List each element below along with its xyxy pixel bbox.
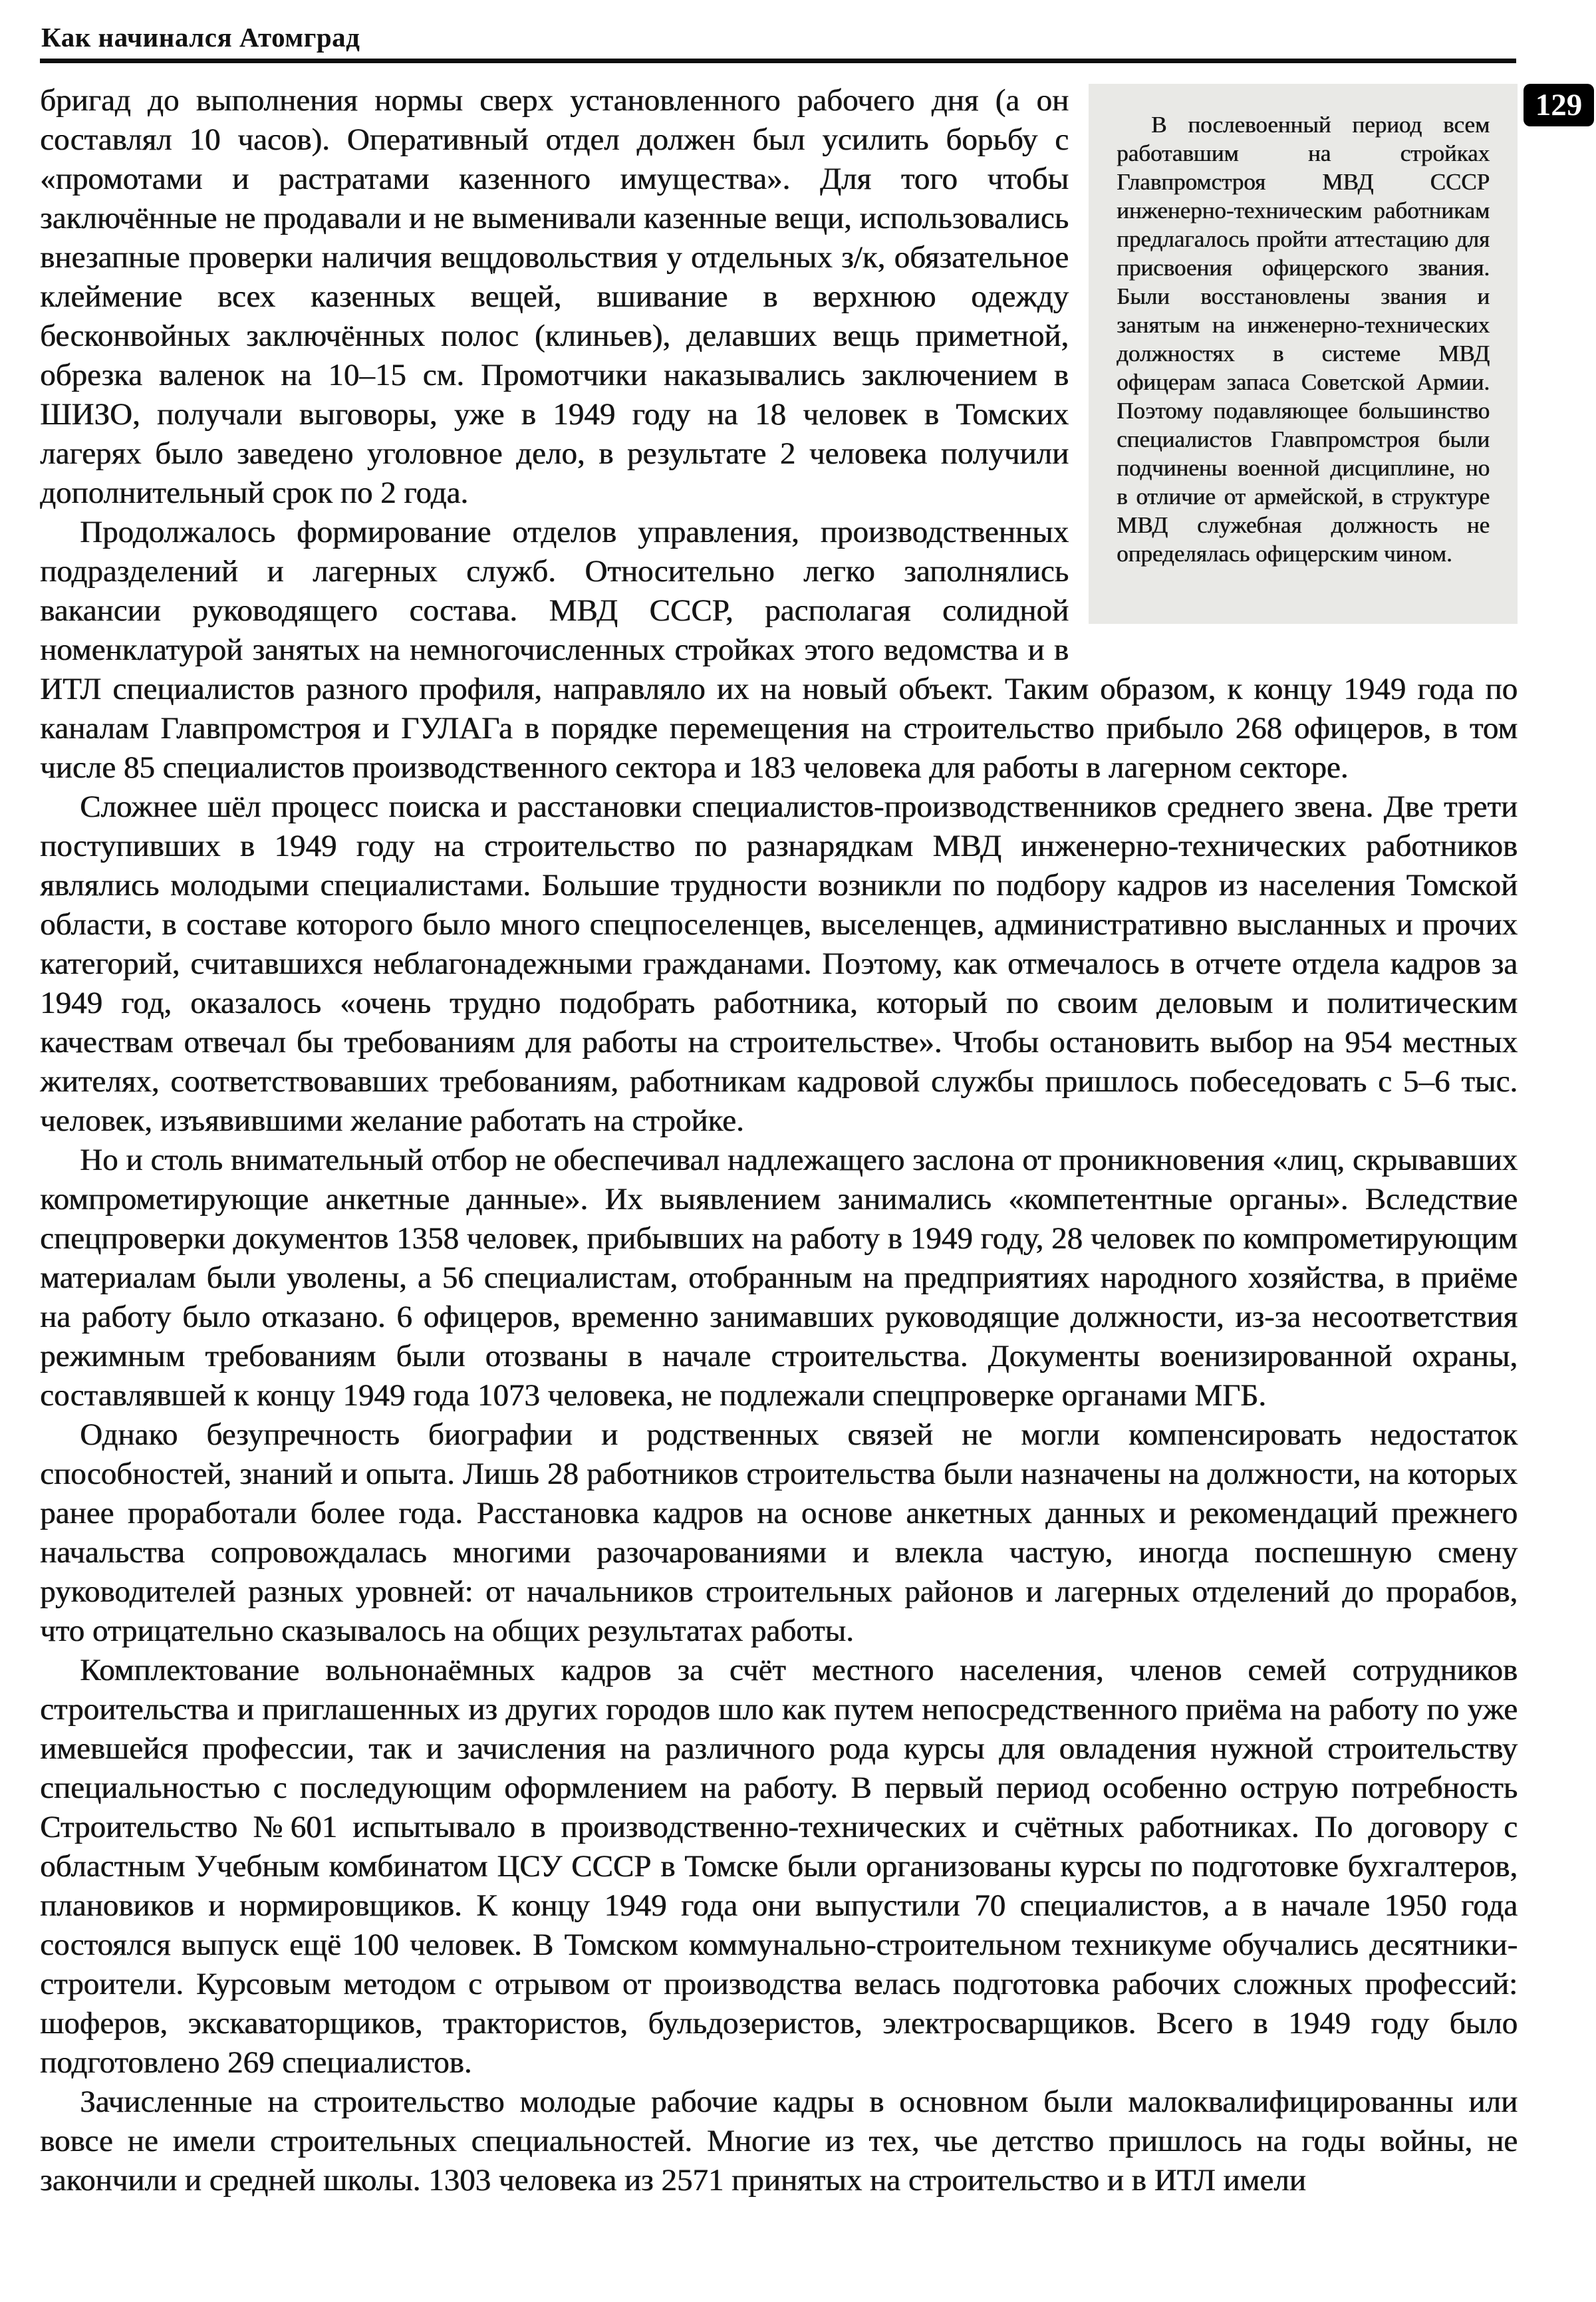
body-paragraph-5: Однако безупречность биографии и родственных связей не могли компенсировать недостаток способностей, знаний и опыта. Лишь 28 работников строительства были назначены на должности, на которых ранее проработали более года. Расстановка кадров на основе анкетных данных и рекомендаций прежнего начальства сопровождалась многими разочарованиями и влекла частую, иногда поспешную смену руководителей разных уровней: от начальников строительных районов и лагерных отделений до прорабов, что отрицательно сказывалось на общих результатах работы. — [40, 1417, 1518, 1648]
body-paragraph-1: бригад до выполнения нормы сверх установленного рабочего дня (а он составлял 10 часов). Оперативный отдел должен был усилить борьбу с «промотами и растратами казенного имущества». Для того чтобы заключённые не продавали и не выменивали казенные вещи, использовались внезапные проверки наличия вещдовольствия у отдельных з/к, обязательное клеймение всех казенных вещей, вшивание в верхнюю одежду бесконвойных заключённых полос (клиньев), делавших вещь приметной, обрезка валенок на 10–15 см. Промотчики наказывались заключением в ШИЗО, получали выговоры, уже в 1949 году на 18 человек в Томских лагерях было заведено уголовное дело, в результате 2 человека получили дополнительный срок по 2 года. — [40, 83, 1069, 510]
page-content — [40, 81, 1518, 2200]
running-header-title: Как начинался Атомград — [41, 22, 360, 53]
page-number: 129 — [1535, 87, 1583, 122]
body-paragraph-4: Но и столь внимательный отбор не обеспечивал надлежащего заслона от проникновения «лиц, скрывавших компрометирующие анкетные данные». Их выявлением занимались «компетентные органы». Вследствие спецпроверки документов 1358 человек, прибывших на работу в 1949 году, 28 человек по компрометирующим материалам были уволены, а 56 специалистам, отобранным на предприятиях народного хозяйства, в приёме на работу было отказано. 6 офицеров, временно занимавших руководящие должности, из-за несоответствия режимным требованиям были отозваны в начале строительства. Документы военизированной охраны, составлявшей к концу 1949 года 1073 человека, не подлежали спецпроверке органами МГБ. — [40, 1143, 1518, 1413]
body-paragraph-6: Комплектование вольнонаёмных кадров за счёт местного населения, членов семей сотрудников строительства и приглашенных из других городов шло как путем непосредственного приёма на работу по уже имевшейся профессии, так и зачисления на различного рода курсы для овладения нужной строительству специальностью с последующим оформлением на работу. В первый период особенно острую потребность Строительство №601 испытывало в производственно-технических и счётных работниках. По договору с областным Учебным комбинатом ЦСУ СССР в Томске были организованы курсы по подготовке бухгалтеров, плановиков и нормировщиков. К концу 1949 года они выпустили 70 специалистов, а в начале 1950 года состоялся выпуск ещё 100 человек. В Томском коммунально-строительном техникуме обучались десятники-строители. Курсовым методом с отрывом от производства велась подготовка рабочих сложных профессий: шоферов, экскаваторщиков, трактористов, бульдозеристов, электросварщиков. Всего в 1949 году было подготовлено 269 специалистов. — [40, 1653, 1518, 2080]
header-rule — [40, 59, 1516, 63]
body-paragraph-7: Зачисленные на строительство молодые рабочие кадры в основном были малоквалифицированны или вовсе не имели строительных специальностей. Многие из тех, чье детство пришлось на годы войны, не закончили и средней школы. 1303 человека из 2571 принятых на строительство и в ИТЛ имели — [40, 2085, 1518, 2198]
sidebar-note-text: В послевоенный период всем работавшим на стройках Главпромстроя МВД СССР инженерно-техническим работникам предлагалось пройти аттестацию для присвоения офицерского звания. Были восстановлены звания и занятым на инженерно-технических должностях в системе МВД офицерам запаса Советской Армии. Поэтому подавляющее большинство специалистов Главпромстроя были подчинены военной дисциплине, но в отличие от армейской, в структуре МВД служебная должность не определялась офицерским чином. — [1117, 112, 1490, 567]
body-paragraph-3: Сложнее шёл процесс поиска и расстановки специалистов-производственников среднего звена. Две трети поступивших в 1949 году на строительство по разнарядкам МВД инженерно-технических работников являлись молодыми специалистами. Большие трудности возникли по подбору кадров из населения Томской области, в составе которого было много спецпоселенцев, выселенцев, административно высланных и прочих категорий, считавшихся неблагонадежными гражданами. Поэтому, как отмечалось в отчете отдела кадров за 1949 год, оказалось «очень трудно подобрать работника, который по своим деловым и политическим качествам отвечал бы требованиям для работы на строительстве». Чтобы остановить выбор на 954 местных жителях, соответствовавших требованиям, работникам кадровой службы пришлось побеседовать с 5–6 тыс. человек, изъявившими желание работать на стройке. — [40, 790, 1518, 1138]
sidebar-note — [1089, 84, 1518, 624]
page-number-badge — [1524, 84, 1594, 126]
body-paragraph-2: Продолжалось формирование отделов управления, производственных подразделений и лагерных служб. Относительно легко заполнялись вакансии руководящего состава. МВД СССР, располагая солидной номенклатурой занятых на немногочисленных стройках этого ведомства и в ИТЛ специалистов разного профиля, направляло их на новый объект. Таким образом, к концу 1949 года по каналам Главпромстроя и ГУЛАГа в порядке перемещения на строительство прибыло 268 офицеров, в том числе 85 специалистов производственного сектора и 183 человека для работы в лагерном секторе. — [40, 515, 1518, 785]
